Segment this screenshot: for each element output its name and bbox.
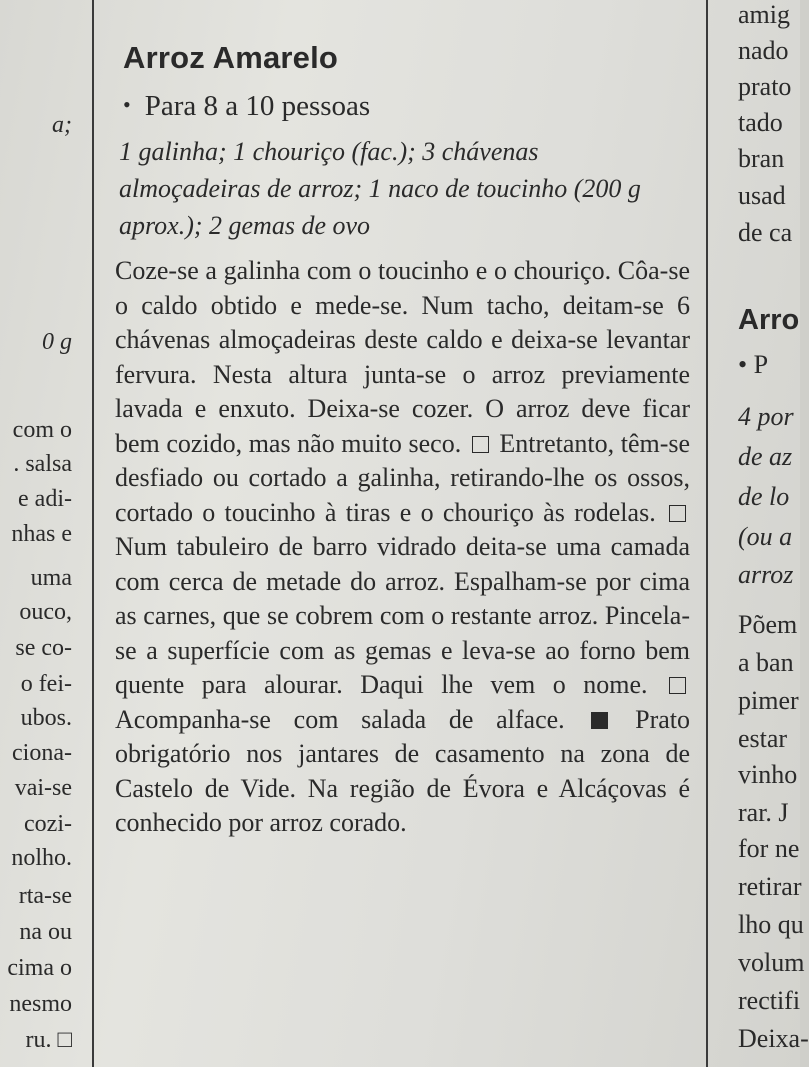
left-column-line: nesmo xyxy=(9,991,72,1017)
section-square-icon xyxy=(669,505,686,522)
left-column-line: o fei- xyxy=(20,671,72,697)
right-column-line: arroz xyxy=(738,560,794,589)
left-column-line: 0 g xyxy=(42,329,72,355)
right-column-line: usad xyxy=(738,181,786,210)
right-column-line: lho qu xyxy=(738,910,804,939)
left-column-line: com o xyxy=(12,417,72,443)
left-column-line: ciona- xyxy=(12,740,72,766)
right-column-line: vinho xyxy=(738,760,798,789)
right-column-line: retirar xyxy=(738,872,802,901)
left-column-line: ru. □ xyxy=(25,1027,72,1053)
method-paragraph-3: Num tabuleiro de barro vidrado deita-se uma camada com cerca de metade do arroz. Espalham-se por cima as carnes, que se cobrem com o restante arroz. Pincela-se a superfície com as gemas e leva-se ao forno bem quente para alourar. Daqui lhe vem o nome. xyxy=(115,532,690,699)
method-paragraph-1: Coze-se a galinha com o toucinho e o chouriço. Côa-se o caldo obtido e mede-se. Num tacho, deitam-se 6 chávenas almoçadeiras deste caldo e deixa-se levantar fervura. Nesta altura junta-se o arroz previamente lavada e enxuto. Deixa-se cozer. O arroz deve ficar bem cozido, mas não muito seco. xyxy=(115,256,690,458)
method-paragraph-2: Entretanto, têm-se desfiado ou cortado a galinha, retirando-lhe os ossos, cortado o toucinho à tiras e o chouriço às rodelas. xyxy=(115,428,691,527)
left-column-line: . salsa xyxy=(13,451,72,477)
recipe-title: Arroz Amarelo xyxy=(123,40,339,75)
right-column-line: amig xyxy=(738,0,790,29)
section-square-icon xyxy=(472,436,489,453)
right-column-line: prato xyxy=(738,72,792,101)
right-column-line: nado xyxy=(738,36,789,65)
column-divider-left xyxy=(92,0,94,1067)
right-column-line: volum xyxy=(738,948,805,977)
left-column-line: uma xyxy=(30,565,72,591)
right-column-line: • P xyxy=(738,350,769,379)
right-column-line: pimer xyxy=(738,686,799,715)
method-paragraph-5: Prato obrigatório nos jantares de casamento na zona de Castelo de Vide. Na região de Évora e Alcáçovas é conhecido por arroz corado. xyxy=(115,704,691,837)
section-square-icon xyxy=(669,677,686,694)
left-column-line: e adi- xyxy=(18,486,72,512)
right-column-line: for ne xyxy=(738,834,800,863)
left-column-line: nhas e xyxy=(11,521,72,547)
filled-square-icon xyxy=(591,712,608,729)
right-column-line: rectifi xyxy=(738,986,801,1015)
left-column-line: ubos. xyxy=(20,705,72,731)
right-column-line: bran xyxy=(738,144,785,173)
left-column-line: na ou xyxy=(19,919,72,945)
right-column-fragment xyxy=(710,0,809,1067)
right-column-line: 4 por xyxy=(738,402,794,431)
right-column-line: rar. J xyxy=(738,798,789,827)
column-divider-right xyxy=(706,0,708,1067)
servings-text: Para 8 a 10 pessoas xyxy=(144,90,371,122)
right-column-line: tado xyxy=(738,108,783,137)
left-column-line: nolho. xyxy=(11,845,72,871)
right-column-line: a ban xyxy=(738,648,794,677)
recipe-column xyxy=(115,40,695,841)
right-column-line: de ca xyxy=(738,218,793,247)
right-column-line: Arro xyxy=(738,304,800,336)
left-column-line: a; xyxy=(52,112,72,138)
left-column-line: cozi- xyxy=(24,811,72,837)
right-column-line: de az xyxy=(738,442,793,471)
left-column-line: se co- xyxy=(15,635,72,661)
left-column-line: ouco, xyxy=(19,599,72,625)
right-column-line: estar xyxy=(738,724,788,753)
bullet-icon: • xyxy=(123,92,131,117)
left-column-line: cima o xyxy=(7,955,72,981)
method-text xyxy=(115,254,690,841)
left-column-line: vai-se xyxy=(14,775,72,801)
right-column-line: Deixa- xyxy=(738,1024,809,1053)
left-column-fragment xyxy=(0,0,90,1067)
method-paragraph-4: Acompanha-se com salada de alface. xyxy=(115,704,565,734)
right-column-line: de lo xyxy=(738,482,790,511)
left-column-line: rta-se xyxy=(18,883,72,909)
servings-line xyxy=(123,90,695,123)
right-column-line: (ou a xyxy=(738,522,793,551)
ingredients-list: 1 galinha; 1 chouriço (fac.); 3 chávenas almoçadeiras de arroz; 1 naco de toucinho (200 g aprox.); 2 gemas de ovo xyxy=(119,137,641,240)
right-column-line: Põem xyxy=(738,610,798,639)
